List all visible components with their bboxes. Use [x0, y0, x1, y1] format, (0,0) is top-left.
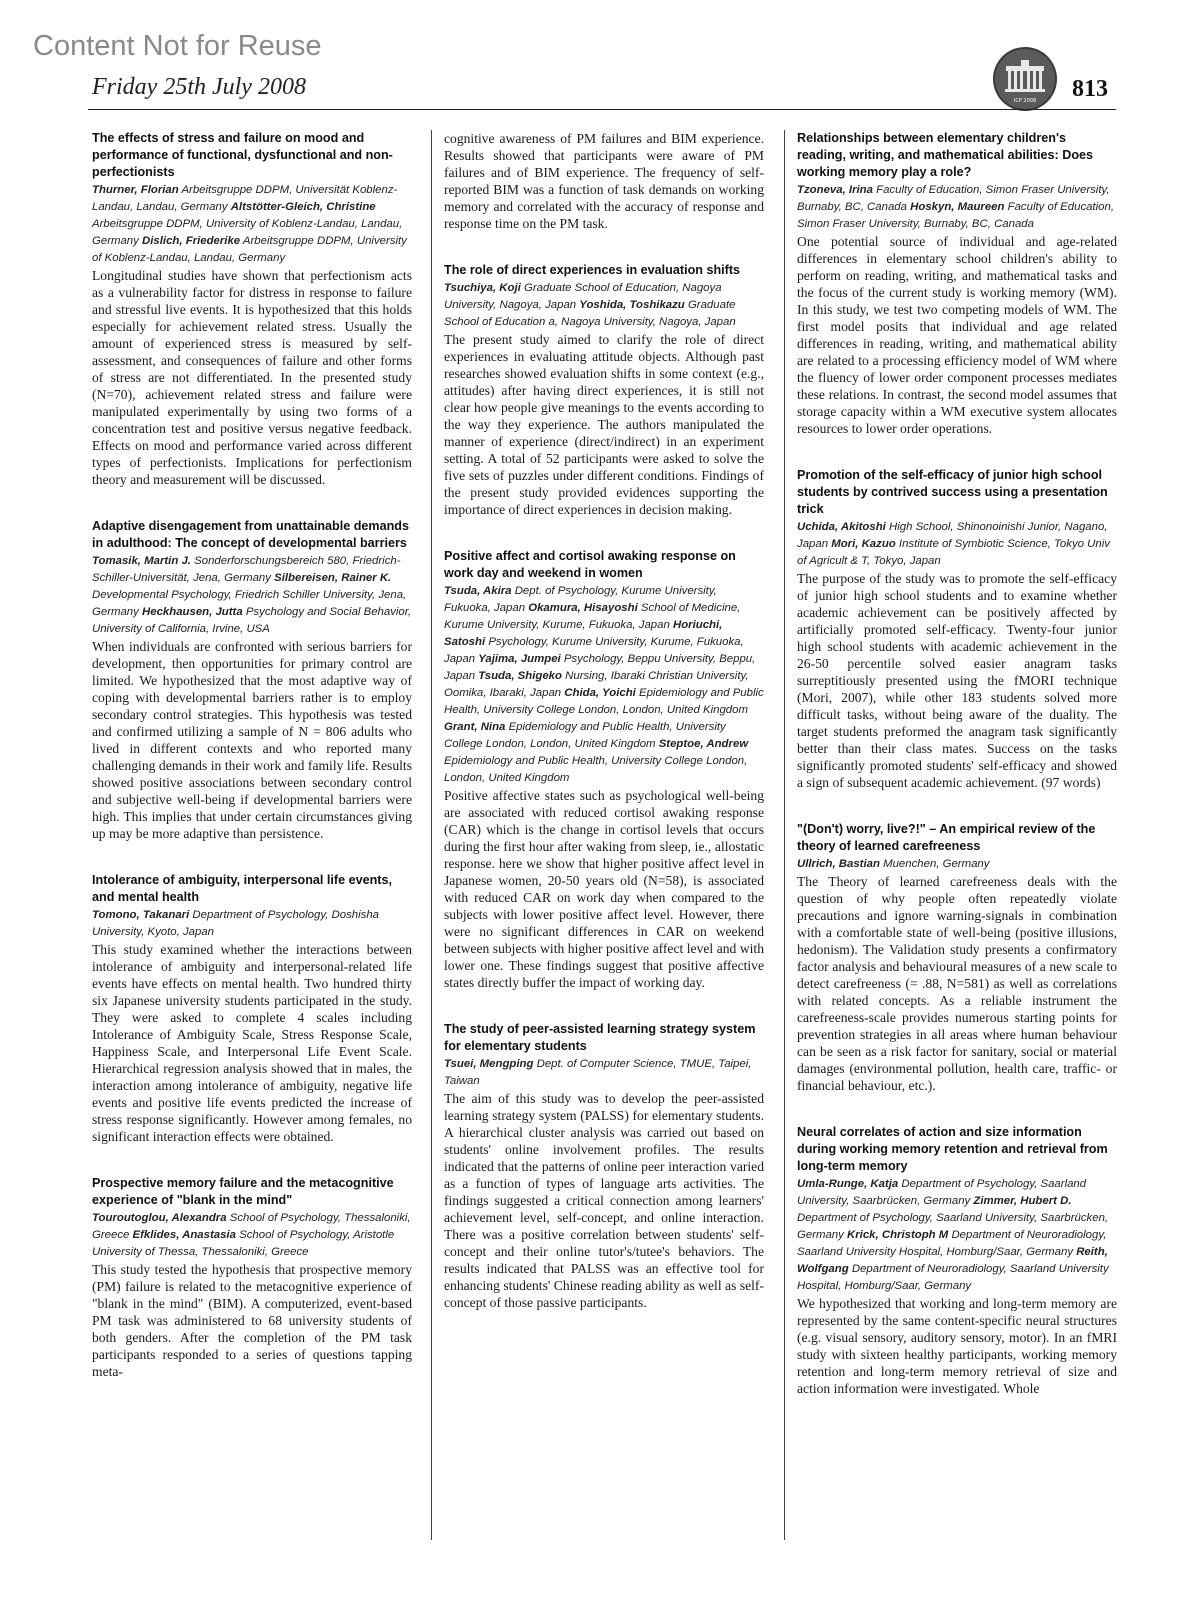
author-name: Silbereisen, Rainer K.: [274, 572, 392, 584]
author-name: Dislich, Friederike: [142, 235, 241, 247]
author-affiliation: Arbeitsgruppe DDPM, Universität Koblenz-Landau, Landau, Germany: [92, 184, 398, 213]
abstract: [797, 130, 1117, 437]
abstract-authors: [444, 280, 764, 331]
author-name: Mori, Kazuo: [831, 538, 896, 550]
author-name: Tsuda, Shigeko: [478, 670, 562, 682]
page-number: 813: [1072, 76, 1108, 102]
author-affiliation: Department of Psychology, Doshisha University, Kyoto, Japan: [92, 909, 379, 938]
abstract-title: Intolerance of ambiguity, interpersonal life events, and mental health: [92, 873, 392, 904]
column-1: [92, 130, 412, 1410]
abstract: [92, 130, 412, 488]
abstract-title: The effects of stress and failure on mood and performance of functional, dysfunctional and non-perfectionists: [92, 131, 393, 179]
abstract-title: Relationships between elementary children's reading, writing, and mathematical abilities: Does working memory play a role?: [797, 131, 1094, 179]
author-affiliation: Dept. of Computer Science, TMUE, Taipei, Taiwan: [444, 1058, 752, 1087]
author-name: Efklides, Anastasia: [132, 1229, 236, 1241]
author-name: Uchida, Akitoshi: [797, 521, 886, 533]
column-3: [797, 130, 1117, 1427]
abstract-authors: [444, 583, 764, 787]
abstract-body: cognitive awareness of PM failures and BIM experience. Results showed that participants were aware of PM failures and of BIM experience. The frequency of self-reported BIM was a function of task demands on working memory and correlated with the accuracy of response and response time on the PM task.: [444, 131, 764, 231]
author-name: Ullrich, Bastian: [797, 858, 880, 870]
author-affiliation: Sonderforschungsbereich 580, Friedrich-Schiller-Universität, Jena, Germany: [92, 555, 401, 584]
abstract: [444, 1021, 764, 1311]
author-affiliation: Institute of Symbiotic Science, Tokyo Univ of Agricult & T, Tokyo, Japan: [797, 538, 1110, 567]
abstract-body: The purpose of the study was to promote the self-efficacy of junior high school students and to examine whether academic achievement can be positively affected by artificially promoted self-efficacy. Twenty-four junior high school students with academic achievement in the 26-50 percentile solved easier anagram tasks surreptitiously presented using the fMORI technique (Mori, 2007), while other 183 students solved more difficult tasks, without being aware of the duality. The target students preformed the anagram task significantly better than their class mates. Success on the tasks significantly promoted students' self-efficacy and showed a sign of subsequent academic achievement. (97 words): [797, 571, 1117, 790]
author-affiliation: Graduate School of Education, Nagoya University, Nagoya, Japan: [444, 282, 722, 311]
author-affiliation: Department of Psychology, Saarland University, Saarbrücken, Germany: [797, 1212, 1109, 1241]
abstract-authors: [797, 182, 1117, 233]
author-affiliation: Department of Neuroradiology, Saarland University Hospital, Homburg/Saar, Germany: [797, 1229, 1107, 1258]
column-2: [444, 130, 764, 1341]
abstract-body: The Theory of learned carefreeness deals with the question of why people often repeatedly violate precautions and ignore warning-signals in combination with a comfortable state of well-being (positive illusions, hedonism). The Validation study presents a confirmatory factor analysis and behavioural measures of a new scale to detect carefreeness (= .88, N=581) as well as correlations with related concepts. As a reliable instrument the carefreeness-scale provides numerous starting points for prevention strategies in all areas where human behaviour can be seen as a risk factor for sanitary, social or material damages (environmental pollution, health care, traffic- or financial behaviour, etc.).: [797, 874, 1117, 1093]
abstract: [797, 1124, 1117, 1397]
abstract: [92, 518, 412, 842]
abstract-body: When individuals are confronted with serious barriers for development, then opportunities for primary control are limited. We hypothesized that the most adaptive way of coping with developmental barriers rather is to employ secondary control strategies. This hypothesis was tested and confirmed utilizing a sample of N = 806 adults who lived in different contexts and who reported many challenging demands in their work and family life. Results showed positive associations between secondary control and subjective well-being if developmental barriers were high. This implies that under certain circumstances giving up may be more adaptive than persistence.: [92, 639, 412, 841]
author-name: Touroutoglou, Alexandra: [92, 1212, 227, 1224]
author-affiliation: Faculty of Education, Simon Fraser University, Burnaby, BC, Canada: [797, 184, 1110, 213]
author-name: Umla-Runge, Katja: [797, 1178, 899, 1190]
abstract: [797, 821, 1117, 1094]
abstract-body: The aim of this study was to develop the peer-assisted learning strategy system (PALSS) for elementary students. A hierarchical cluster analysis was carried out based on students' online involvement profiles. The results indicated that the patterns of online peer interaction varied as a function of types of language arts activities. The findings suggested a critical connection among learners' achievement level, self-concept, and online interaction. There was a positive correlation between students' self-concept and their online tutor's/tutee's behaviors. The results indicated that PALSS was an effective tool for enhancing students' Chinese reading ability as well as self-concept of those passive participants.: [444, 1091, 764, 1310]
author-affiliation: Epidemiology and Public Health, University College London, London, United Kingdom: [444, 755, 748, 784]
author-affiliation: School of Medicine, Kurume University, Kurume, Fukuoka, Japan: [444, 602, 741, 631]
abstract-title: Neural correlates of action and size information during working memory retention and retrieval from long-term memory: [797, 1125, 1108, 1173]
author-affiliation: Muenchen, Germany: [879, 858, 990, 870]
abstract-authors: [92, 182, 412, 267]
author-affiliation: Epidemiology and Public Health, University College London, London, United Kingdom: [444, 721, 726, 750]
author-name: Tsuei, Mengping: [444, 1058, 534, 1070]
author-name: Tzoneva, Irina: [797, 184, 873, 196]
author-name: Yoshida, Toshikazu: [579, 299, 685, 311]
abstract-body: This study examined whether the interactions between intolerance of ambiguity and interpersonal-related life events have effects on mental health. Two hundred thirty six Japanese university students participated in the study. They were asked to complete 4 scales including Intolerance of Ambiguity Scale, Stress Response Scale, Happiness Scale, and Interpersonal Life Event Scale. Hierarchical regression analysis showed that in males, the interaction among intolerance of ambiguity, negative life events and positive life events predicted the increase of stress response significantly. However among females, no significant interaction effects were obtained.: [92, 942, 412, 1144]
author-name: Yajima, Jumpei: [478, 653, 561, 665]
author-affiliation: Epidemiology and Public Health, University College London, London, United Kingdom: [444, 687, 764, 716]
author-name: Thurner, Florian: [92, 184, 179, 196]
abstract-authors: [797, 1176, 1117, 1295]
abstract-body: Longitudinal studies have shown that perfectionism acts as a vulnerability factor for distress in response to failure and stressful live events. It is hypothesized that this holds especially for achievement related stress. Usually the amount of experienced stress is measured by self-assessment, and consequences of failure and other forms of stress are not differentiated. In the presented study (N=70), achievement related stress and failure were manipulated experimentally by using two forms of a concentration test and positive versus negative feedback. Effects on mood and performance varied across different types of perfectionists. Implications for perfectionism theory and measurement will be discussed.: [92, 268, 412, 487]
abstract-title: Positive affect and cortisol awaking response on work day and weekend in women: [444, 549, 736, 580]
watermark: Content Not for Reuse: [33, 30, 322, 62]
abstract: [92, 872, 412, 1145]
abstract-authors: [92, 553, 412, 638]
author-affiliation: High School, Shinonoinishi Junior, Nagano, Japan: [797, 521, 1108, 550]
author-name: Heckhausen, Jutta: [142, 606, 243, 618]
author-affiliation: Psychology, Beppu University, Beppu, Japan: [444, 653, 756, 682]
author-name: Tsuda, Akira: [444, 585, 512, 597]
author-affiliation: School of Psychology, Thessaloniki, Greece: [92, 1212, 411, 1241]
congress-logo: [992, 46, 1058, 112]
author-name: Zimmer, Hubert D.: [973, 1195, 1072, 1207]
abstract-authors: [797, 519, 1117, 570]
author-affiliation: Department of Psychology, Saarland University, Saarbrücken, Germany: [797, 1178, 1087, 1207]
abstract: [444, 548, 764, 991]
abstract-title: Adaptive disengagement from unattainable demands in adulthood: The concept of developmental barriers: [92, 519, 410, 550]
author-affiliation: Developmental Psychology, Friedrich Schiller University, Jena, Germany: [92, 589, 407, 618]
author-name: Chida, Yoichi: [564, 687, 636, 699]
abstract-title: Prospective memory failure and the metacognitive experience of "blank in the mind": [92, 1176, 394, 1207]
author-affiliation: Psychology, Kurume University, Kurume, Fukuoka, Japan: [444, 636, 744, 665]
abstract-authors: [92, 1210, 412, 1261]
abstract: [797, 467, 1117, 791]
author-name: Altstötter-Gleich, Christine: [230, 201, 376, 213]
author-name: Hoskyn, Maureen: [910, 201, 1005, 213]
author-name: Tsuchiya, Koji: [444, 282, 521, 294]
abstract-title: Promotion of the self-efficacy of junior high school students by contrived success using a presentation trick: [797, 468, 1108, 516]
column-divider: [784, 130, 785, 1540]
author-affiliation: Graduate School of Education a, Nagoya University, Nagoya, Japan: [444, 299, 736, 328]
author-name: Reith, Wolfgang: [797, 1246, 1108, 1275]
abstract-body: This study tested the hypothesis that prospective memory (PM) failure is related to the metacognitive experience of "blank in the mind" (BIM). A computerized, event-based PM task was administered to 68 university students of both genders. After the completion of the PM task participants responded to a series of questions tapping meta-: [92, 1262, 412, 1379]
abstract-body: One potential source of individual and age-related differences in elementary school children's ability to perform on reading, writing, and mathematical tasks and the focus of the current study is working memory (WM). In this study, we test two competing models of WM. The first model posits that individual and age related differences in reading, writing, and mathematical ability are related to a processing efficiency model of WM where the fluency of lower order component processes mediates these relations. In contrast, the second model assumes that storage capacity within a WM executive system allocates resources to lower order operations.: [797, 234, 1117, 436]
abstract-authors: [92, 907, 412, 941]
abstract-body: The present study aimed to clarify the role of direct experiences in evaluating attitude objects. Although past researches showed evaluation shifts in some context (e.g., attitudes) after having direct experiences, it is still not clear how people give meanings to the events according to the way they experience. The authors manipulated the manner of experience (direct/indirect) in an experiment setting. A total of 52 participants were asked to solve the five sets of puzzles under different conditions. Findings of the present study provided evidences supporting the importance of direct experiences in decision making.: [444, 332, 764, 517]
author-name: Steptoe, Andrew: [658, 738, 749, 750]
author-affiliation: Faculty of Education, Simon Fraser University, Burnaby, BC, Canada: [797, 201, 1115, 230]
abstract-body: We hypothesized that working and long-term memory are represented by the same content-specific neural structures (e.g. visual sensory, auditory sensory, motor). In an fMRI study with sixteen healthy participants, working memory retention and long-term memory retrieval of size and action information were investigated. Whole: [797, 1296, 1117, 1396]
author-affiliation: Nursing, Ibaraki Christian University, Oomika, Ibaraki, Japan: [444, 670, 749, 699]
author-name: Okamura, Hisayoshi: [528, 602, 638, 614]
author-affiliation: Arbeitsgruppe DDPM, University of Koblenz-Landau, Landau, Germany: [92, 218, 403, 247]
abstract: [444, 262, 764, 518]
abstract-title: The study of peer-assisted learning strategy system for elementary students: [444, 1022, 756, 1053]
abstract: [444, 130, 764, 232]
author-name: Krick, Christoph M: [847, 1229, 949, 1241]
running-head-date: Friday 25th July 2008: [92, 74, 306, 100]
abstract-title: The role of direct experiences in evaluation shifts: [444, 263, 741, 277]
author-name: Tomono, Takanari: [92, 909, 190, 921]
author-affiliation: Arbeitsgruppe DDPM, University of Koblenz-Landau, Landau, Germany: [92, 235, 407, 264]
author-affiliation: Psychology and Social Behavior, University of California, Irvine, USA: [92, 606, 412, 635]
author-affiliation: Department of Neuroradiology, Saarland University Hospital, Homburg/Saar, Germany: [797, 1263, 1109, 1292]
abstract-body: Positive affective states such as psychological well-being are associated with reduced cortisol awaking response (CAR) which is the change in cortisol levels that occurs during the first hour after waking from sleep, ie., allostatic response. here we show that higher positive affect level in Japanese women, 20-50 years old (N=58), is associated with reduced CAR on work day when compared to the subjects with lower positive affect level. However, there were no significant differences in CAR on weekend between subjects with higher positive affect level and with lower one. These findings suggest that positive affective states directly buffer the impact of working day.: [444, 788, 764, 990]
header-rule: [88, 109, 1116, 110]
author-name: Horiuchi, Satoshi: [444, 619, 723, 648]
author-affiliation: School of Psychology, Aristotle University of Thessa, Thessaloniki, Greece: [92, 1229, 395, 1258]
author-affiliation: Dept. of Psychology, Kurume University, Fukuoka, Japan: [444, 585, 717, 614]
abstract: [92, 1175, 412, 1380]
abstract-title: "(Don't) worry, live?!" – An empirical review of the theory of learned carefreeness: [797, 822, 1096, 853]
author-name: Grant, Nina: [444, 721, 506, 733]
abstract-authors: [797, 856, 1117, 873]
author-name: Tomasik, Martin J.: [92, 555, 191, 567]
column-divider: [431, 130, 432, 1540]
abstract-authors: [444, 1056, 764, 1090]
svg-text:ICP 2008: ICP 2008: [1013, 98, 1037, 104]
